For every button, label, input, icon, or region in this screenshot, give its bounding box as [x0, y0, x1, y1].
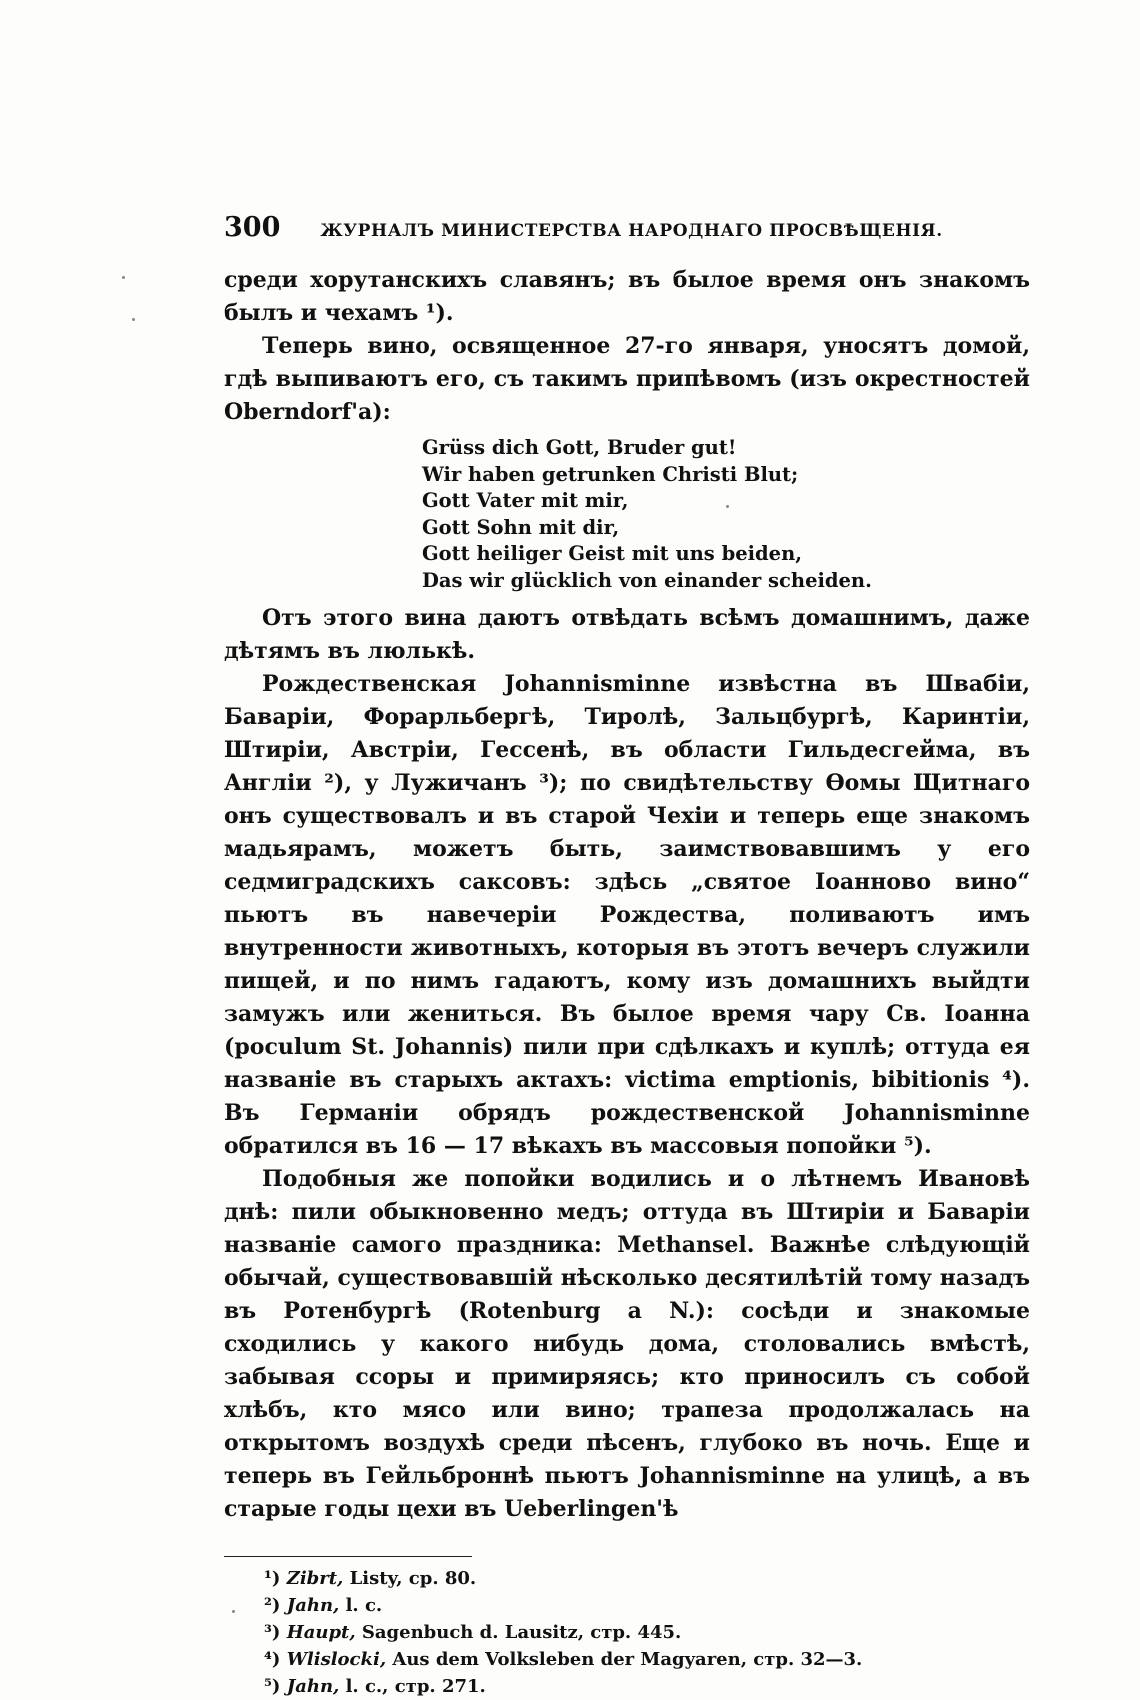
footnote [264, 1673, 1030, 1700]
verse-line: Gott Sohn mit dir, [422, 515, 620, 539]
footnote [264, 1592, 1030, 1619]
page-header [224, 212, 1030, 264]
footnote-text: l. c., стр. 271. [339, 1676, 486, 1697]
paragraph: среди хорутанскихъ славянъ; въ былое время онъ знакомъ былъ и чехамъ ¹). [224, 267, 1030, 326]
scan-speck [132, 318, 135, 321]
running-head: ЖУРНАЛЪ МИНИСТЕРСТВА НАРОДНАГО ПРОСВѢЩЕНІЯ. [320, 221, 943, 241]
footnote-text: l. c. [339, 1595, 383, 1616]
verse-line: Gott Vater mit mir, [422, 489, 629, 512]
footnote-mark: ⁵) [264, 1676, 281, 1697]
footnote-text: Sagenbuch d. Lausitz, стр. 445. [355, 1622, 682, 1643]
footnote-author: Zibrt, [286, 1568, 344, 1589]
paragraph: Рождественская Johannisminne извѣстна въ Швабіи, Баваріи, Форарльбергѣ, Тиролѣ, Зальцбургѣ, Каринтіи, Штиріи, Австріи, Гессенѣ, въ области Гильдесгейма, въ Англіи ²), у Лужичанъ ³); по свидѣтельству Ѳомы Щитнаго онъ существовалъ и въ старой Чехіи и теперь еще знакомъ мадьярамъ, можетъ быть, заимствовавшимъ у его седмиградскихъ саксовъ: здѣсь „святое Іоанново вино“ пьютъ въ навечеріи Рождества, поливаютъ имъ внутренности животныхъ, которыя въ этотъ вечеръ служили пищей, и по нимъ гадаютъ, кому изъ домашнихъ выйдти замужъ или жениться. Въ былое время чару Св. Іоанна (poculum St. Johannis) пили при сдѣлкахъ и куплѣ; оттуда ея названіе въ старыхъ актахъ: victima emptionis, bibitionis ⁴). Въ Германіи обрядъ рождественской Johannisminne обратился въ 16 — 17 вѣкахъ въ массовыя попойки ⁵). [224, 671, 1030, 1159]
footnote-author: Jahn, [286, 1676, 340, 1697]
verse-line: Gott heiliger Geist mit uns beiden, [422, 542, 803, 565]
verse-block [422, 435, 1030, 594]
verse-line: Grüss dich Gott, Bruder gut! [422, 436, 737, 459]
footnote-mark: ⁴) [264, 1649, 281, 1670]
verse-line: Wir haben getrunken Christi Blut; [422, 462, 799, 486]
footnote-text: Listy, ср. 80. [343, 1568, 477, 1589]
footnote-text: Aus dem Volksleben der Magyaren, стр. 32—3. [386, 1649, 863, 1670]
footnote-mark: ²) [264, 1595, 281, 1616]
footnote-author: Haupt, [286, 1622, 356, 1643]
paragraph: Отъ этого вина даютъ отвѣдать всѣмъ домашнимъ, даже дѣтямъ въ люлькѣ. [224, 605, 1030, 664]
footnote [264, 1565, 1030, 1592]
page-number: 300 [224, 212, 281, 243]
book-page [224, 212, 1030, 1700]
footnote-mark: ¹) [264, 1568, 281, 1589]
verse-line: Das wir glücklich von einander scheiden. [422, 568, 872, 592]
footnote-author: Wlislocki, [286, 1649, 387, 1670]
footnote [264, 1619, 1030, 1646]
footnotes [264, 1565, 1030, 1700]
footnote-mark: ³) [264, 1622, 281, 1643]
paragraph: Подобныя же попойки водились и о лѣтнемъ Ивановѣ днѣ: пили обыкновенно медъ; оттуда въ Штиріи и Баваріи названіе самого праздника: Methansel. Важнѣе слѣдующій обычай, существовавшій нѣсколько десятилѣтій тому назадъ въ Ротенбургѣ (Rotenburg a N.): сосѣди и знакомые сходились у какого нибудь дома, столовались вмѣстѣ, забывая ссоры и примиряясь; кто приносилъ съ собой хлѣбъ, кто мясо или вино; трапеза продолжалась на открытомъ воздухѣ среди пѣсенъ, глубоко въ ночь. Еще и теперь въ Гейльброннѣ пьютъ Johannisminne на улицѣ, а въ старые годы цехи въ Ueberlingen'ѣ [224, 1166, 1030, 1522]
footnote [264, 1646, 1030, 1673]
footnote-author: Jahn, [286, 1595, 340, 1616]
scan-speck [122, 276, 125, 279]
footnote-divider [224, 1556, 472, 1557]
paragraph: Теперь вино, освященное 27-го января, уносятъ домой, гдѣ выпиваютъ его, съ такимъ припѣвомъ (изъ окрестностей Oberndorf'а): [224, 333, 1030, 425]
body-text [224, 264, 1030, 1526]
